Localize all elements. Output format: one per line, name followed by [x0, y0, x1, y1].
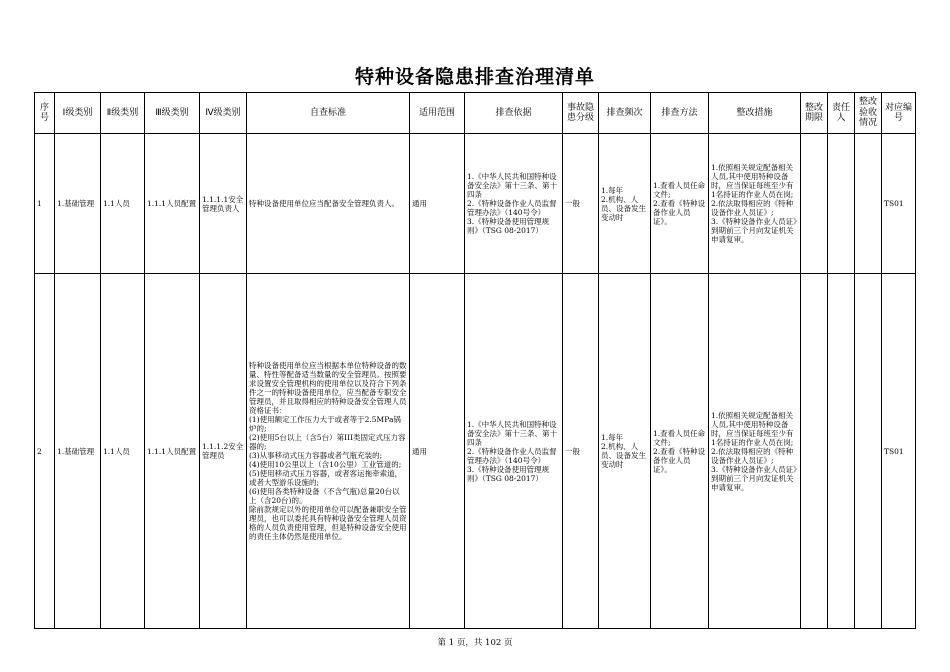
cell-level1: 1.基础管理 — [55, 134, 101, 274]
header-level4: Ⅳ级类别 — [200, 93, 247, 134]
cell-basis: 1.《中华人民共和国特种设备安全法》第十三条、第十四条 2.《特种设备作业人员监督管理办法》（140号令） 3.《特种设备使用管理规则》（TSG 08-2017） — [465, 134, 563, 274]
header-standard: 自查标准 — [247, 93, 410, 134]
cell-scope: 通用 — [410, 134, 465, 274]
cell-method: 1.查看人员任命文件; 2.查看《特种设备作业人员证》。 — [651, 274, 709, 629]
cell-deadline — [801, 274, 828, 629]
header-deadline: 整改期限 — [801, 93, 828, 134]
cell-no: 2 — [35, 274, 55, 629]
page-title: 特种设备隐患排查治理清单 — [354, 66, 595, 88]
cell-deadline — [801, 134, 828, 274]
header-frequency: 排查频次 — [599, 93, 651, 134]
cell-grade: 一般 — [563, 274, 599, 629]
checklist-table — [34, 92, 916, 629]
cell-code: TS01 — [882, 134, 916, 274]
cell-level2: 1.1人员 — [101, 274, 145, 629]
header-level1: Ⅰ级类别 — [55, 93, 101, 134]
cell-level2: 1.1人员 — [101, 134, 145, 274]
header-scope: 适用范围 — [410, 93, 465, 134]
cell-basis: 1.《中华人民共和国特种设备安全法》第十三条、第十四条 2.《特种设备作业人员监督管理办法》（140号令） 3.《特种设备使用管理规则》（TSG 08-2017） — [465, 274, 563, 629]
header-row — [35, 93, 916, 134]
table-row — [35, 134, 916, 274]
cell-frequency: 1.每年 2.机构、人员、设备发生变动时 — [599, 134, 651, 274]
header-level3: Ⅲ级类别 — [145, 93, 200, 134]
cell-no: 1 — [35, 134, 55, 274]
page-footer: 第 1 页，共 102 页 — [437, 638, 513, 648]
cell-grade: 一般 — [563, 134, 599, 274]
cell-owner — [828, 274, 855, 629]
header-code: 对应编号 — [882, 93, 916, 134]
cell-owner — [828, 134, 855, 274]
cell-level1: 1.基础管理 — [55, 274, 101, 629]
cell-scope: 通用 — [410, 274, 465, 629]
table-row — [35, 274, 916, 629]
cell-level4: 1.1.1.1安全管理负责人 — [200, 134, 247, 274]
cell-acceptance — [855, 134, 882, 274]
cell-frequency: 1.每年 2.机构、人员、设备发生变动时 — [599, 274, 651, 629]
cell-standard: 特种设备使用单位应当根据本单位特种设备的数量、特性等配备适当数量的安全管理员。按照要求设置安全管理机构的使用单位以及符合下列条件之一的特种设备使用单位，应当配备专职安全管理员，并且取得相应的特种设备安全管理人员资格证书： (1)使用额定工作压力大于或者等于2.5MPa锅炉的; (2)使用5台以上（含5台）第III类固定式压力容器的; (3)从事移动式压力容器或者气瓶充装的; (4)使用10公里以上（含10公里）工业管道的; (5)使用移动式压力容器，或者客运拖牵索道，或者大型游乐设施的; (6)使用各类特种设备（不含气瓶)总量20台以上（含20台)的。 除前款规定以外的使用单位可以配备兼职安全管理员，也可以委托具有特种设备安全管理人员资格的人员负责使用管理，但是特种设备安全使用的责任主体仍然是使用单位。 — [247, 274, 410, 629]
header-no: 序号 — [35, 93, 55, 134]
header-owner: 责任人 — [828, 93, 855, 134]
header-measures: 整改措施 — [709, 93, 801, 134]
header-grade: 事故隐患分级 — [563, 93, 599, 134]
cell-standard: 特种设备使用单位应当配备安全管理负责人。 — [247, 134, 410, 274]
cell-code: TS01 — [882, 274, 916, 629]
cell-level3: 1.1.1人员配置 — [145, 274, 200, 629]
cell-method: 1.查看人员任命文件; 2.查看《特种设备作业人员证》。 — [651, 134, 709, 274]
header-level2: Ⅱ级类别 — [101, 93, 145, 134]
cell-measures: 1.依照相关规定配备相关人员,其中使用特种设备时，应当保证每班至少有1名持证的作业人员在岗; 2.依法取得相应的《特种设备作业人员证》; 3.《特种设备作业人员证》到期前三个月向发证机关申请复审。 — [709, 134, 801, 274]
header-method: 排查方法 — [651, 93, 709, 134]
cell-acceptance — [855, 274, 882, 629]
cell-level3: 1.1.1人员配置 — [145, 134, 200, 274]
cell-level4: 1.1.1.2安全管理员 — [200, 274, 247, 629]
cell-measures: 1.依照相关规定配备相关人员,其中使用特种设备时，应当保证每班至少有1名持证的作业人员在岗; 2.依法取得相应的《特种设备作业人员证》; 3.《特种设备作业人员证》到期前三个月向发证机关申请复审。 — [709, 274, 801, 629]
header-acceptance: 整改验收情况 — [855, 93, 882, 134]
header-basis: 排查依据 — [465, 93, 563, 134]
